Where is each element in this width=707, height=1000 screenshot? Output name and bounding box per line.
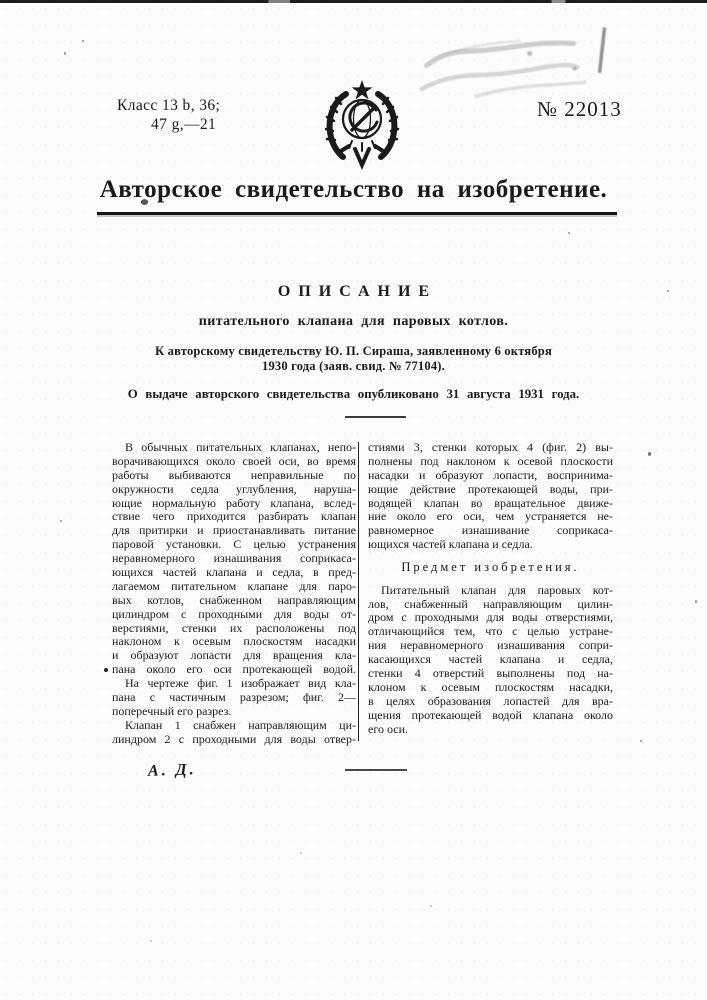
text-line: в целях образования лопастей для вра- (368, 694, 613, 708)
text-line: щения протекающей водой клапана около (368, 708, 613, 722)
text-line: наклоном к осевым плоскостям насадки (112, 635, 356, 649)
text-line: для притирки и приостанавливать питание (112, 524, 356, 538)
scan-speck (300, 852, 302, 854)
text-line: и образуют лопасти для вращения кла- (112, 649, 356, 663)
text-line: вых котлов, снабженном направляющим (112, 593, 356, 607)
document-title: Авторское свидетельство на изобретение. (99, 176, 608, 203)
text-line: дром с проходными для воды отверстиями, (368, 611, 613, 625)
scan-speck (648, 452, 651, 456)
text-line: линдром 2 с проходными для воды отвер- (112, 732, 356, 746)
text-line: На чертеже фиг. 1 изображает вид кла- (125, 677, 356, 691)
text-line: стиями 3, стенки которых 4 (фиг. 2) вы- (368, 441, 613, 454)
text-line: лов, снабженный направляющим цилин- (368, 597, 613, 611)
text-line: ющихся частей клапана и седла, в пред- (112, 566, 356, 580)
text-line: работы выбиваются неправильные по (112, 468, 356, 482)
title-rule (97, 212, 617, 215)
right-text-column (368, 441, 613, 736)
scan-speck (640, 740, 642, 742)
text-line: клоном к осевым плоскостям насадки, (368, 680, 613, 694)
scan-top-edge (0, 0, 707, 3)
ussr-coat-of-arms (319, 79, 405, 177)
text-line: ющие действие протекающей воды, при- (368, 482, 613, 496)
text-line: ние около его оси, чем устраняется не- (368, 510, 613, 524)
text-line: ствие чего приходится разбирать клапан (112, 510, 356, 524)
text-line: паровой установки. С целью устранения (112, 538, 356, 552)
text-line: насадки и образуют лопасти, воспринима- (368, 468, 613, 482)
text-line: водящей клапан во вращательное движе- (368, 496, 613, 510)
section-heading: Предмет изобретения. (401, 561, 580, 575)
ink-dot (104, 668, 108, 672)
document-number: № 22013 (537, 97, 622, 121)
footer-rule (345, 769, 407, 771)
text-line: Клапан 1 снабжен направляющим ци- (125, 718, 356, 732)
scan-speck (150, 940, 152, 942)
ussr-coat-of-arms-graphic (319, 79, 405, 177)
scan-speck (82, 40, 84, 42)
publication-line: О выдаче авторского свидетельства опубликовано 31 августа 1931 года. (127, 387, 580, 401)
classification-line-2: 47 g,—21 (151, 116, 217, 133)
text-line: цилиндром с проходными для воды от- (112, 607, 356, 621)
text-line: пана с частичным разрезом; фиг. 2— (112, 691, 356, 705)
text-line: ющихся частей клапана и седла. (368, 538, 533, 552)
text-line: ния неравномерного изнашивания сопри- (368, 639, 613, 653)
attribution-line-1: К авторскому свидетельству Ю. П. Сираша, заявленному 6 октября (155, 344, 552, 358)
column-divider-rule (358, 442, 359, 741)
scan-speck (667, 290, 669, 292)
description-heading: ОПИСАНИЕ (277, 283, 438, 300)
scan-speck (695, 600, 697, 603)
text-line: ворачивающихся около своей оси, во время (112, 454, 356, 468)
text-line: лагаемом питательном клапане для паро- (112, 579, 356, 593)
section-divider (345, 416, 406, 418)
attribution-line-2: 1930 года (заяв. свид. № 77104). (262, 359, 445, 373)
text-line: пана около его оси протекающей водой. (112, 663, 356, 677)
text-line: касающихся частей клапана и седла, (368, 653, 613, 667)
text-line: верстиями, стенки их расположены под (112, 621, 356, 635)
text-line: его оси. (368, 722, 408, 736)
classification-block (117, 96, 220, 134)
editor-initials: А. Д. (147, 761, 197, 780)
text-line: стенки 4 отверстий выполнены под на- (368, 666, 613, 680)
invention-subject: питательного клапана для паровых котлов. (198, 314, 509, 329)
text-line: равномерное изнашивание соприкаса- (368, 524, 613, 538)
text-line: отличающийся тем, что с целью устране- (368, 625, 613, 639)
text-line: ющие нормальную работу клапана, вслед- (112, 496, 356, 510)
text-line: поперечный его разрез. (112, 704, 232, 718)
left-text-column (112, 441, 356, 747)
text-line: неравномерного изнашивания соприкаса- (112, 552, 356, 566)
classification-line-1: Класс 13 b, 36; (117, 97, 221, 114)
text-line: В обычных питательных клапанах, непо- (125, 441, 356, 454)
text-line: полнены под наклоном к осевой плоскости (368, 454, 613, 468)
scan-speck (60, 520, 62, 522)
scan-speck (430, 905, 432, 907)
scan-speck (64, 52, 66, 55)
text-line: Питательный клапан для паровых кот- (381, 583, 613, 597)
scan-speck (568, 232, 570, 234)
text-line: окружности седла углубления, наруша- (112, 482, 356, 496)
